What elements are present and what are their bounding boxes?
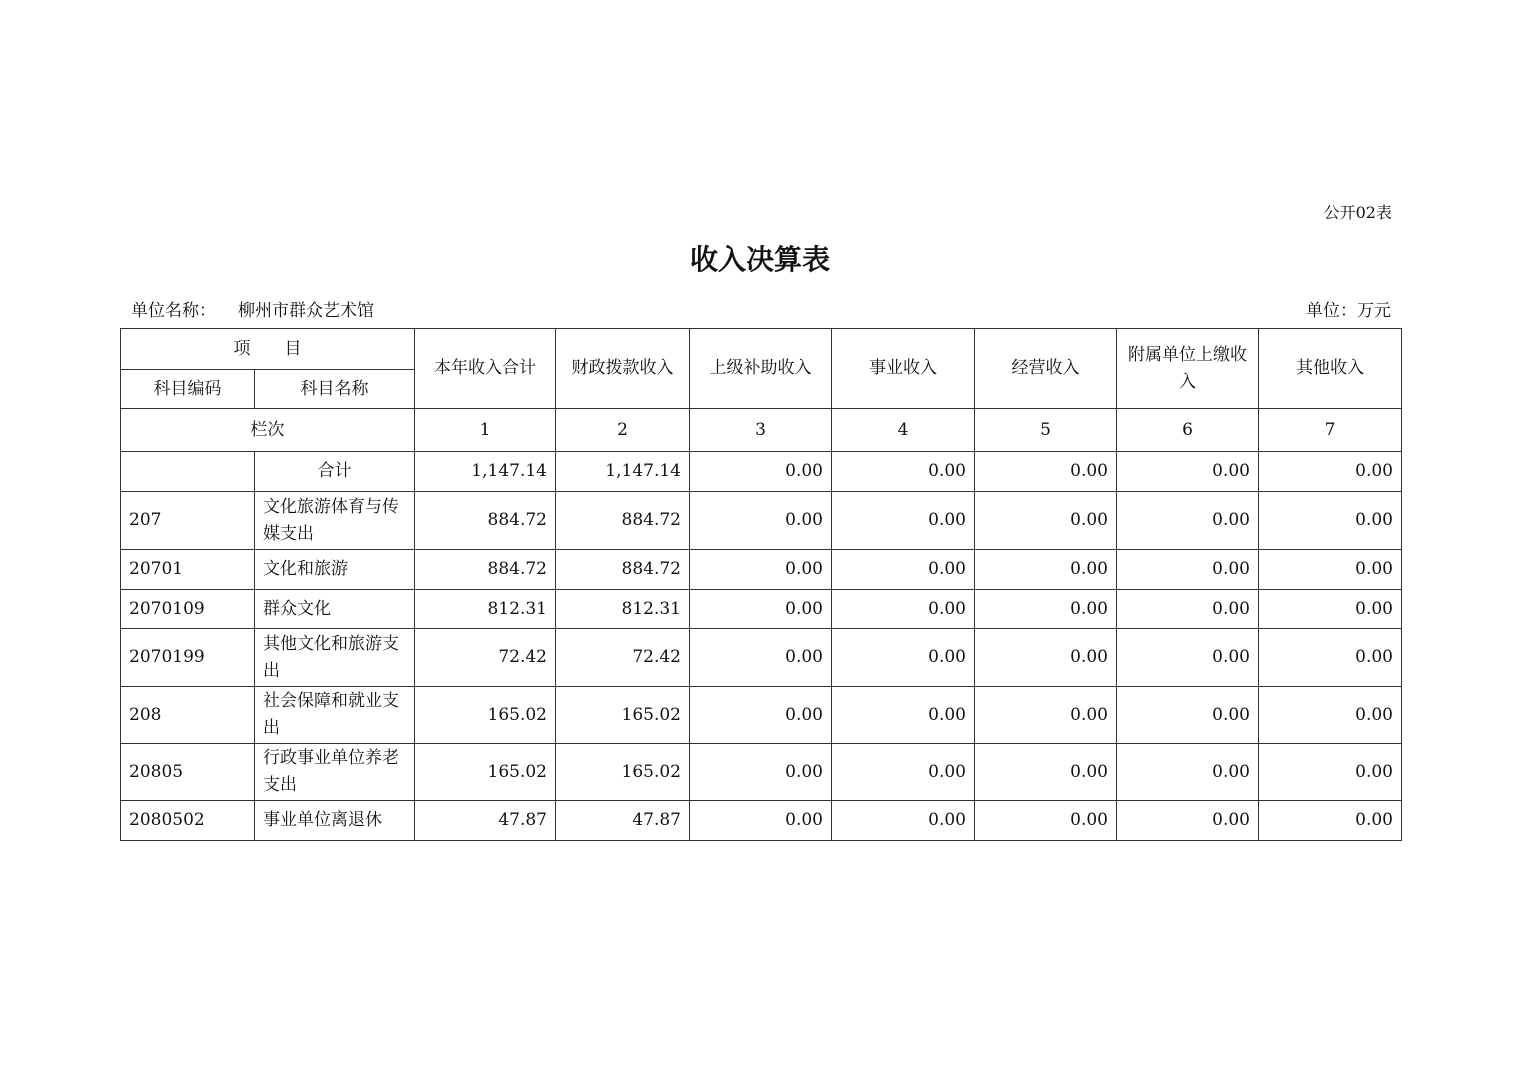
value-cell: 0.00 — [1259, 744, 1402, 801]
code-cell: 2070109 — [121, 590, 255, 629]
value-cell: 0.00 — [975, 629, 1117, 687]
value-cell: 72.42 — [415, 629, 556, 687]
index-cell: 3 — [690, 409, 832, 452]
code-cell: 207 — [121, 492, 255, 550]
value-cell: 0.00 — [832, 590, 975, 629]
header-business-income: 事业收入 — [832, 329, 975, 409]
index-cell: 5 — [975, 409, 1117, 452]
page-title: 收入决算表 — [689, 243, 830, 276]
unit-name-label: 单位名称： — [131, 301, 216, 321]
value-cell: 165.02 — [415, 687, 556, 744]
index-cell: 6 — [1117, 409, 1259, 452]
value-cell: 884.72 — [415, 550, 556, 590]
value-cell: 0.00 — [832, 744, 975, 801]
value-cell: 812.31 — [556, 590, 690, 629]
index-cell: 4 — [832, 409, 975, 452]
value-cell: 0.00 — [690, 452, 832, 492]
value-cell: 0.00 — [690, 801, 832, 841]
value-cell: 0.00 — [1117, 801, 1259, 841]
value-cell: 0.00 — [690, 590, 832, 629]
unit-name-value: 柳州市群众艺术馆 — [238, 301, 374, 321]
value-cell: 0.00 — [1259, 629, 1402, 687]
header-fiscal-income: 财政拨款收入 — [556, 329, 690, 409]
value-cell: 812.31 — [415, 590, 556, 629]
index-label: 栏次 — [121, 409, 415, 452]
code-cell: 2070199 — [121, 629, 255, 687]
value-cell: 0.00 — [975, 687, 1117, 744]
name-cell: 其他文化和旅游支出 — [255, 629, 415, 687]
value-cell: 0.00 — [1259, 801, 1402, 841]
name-cell: 行政事业单位养老支出 — [255, 744, 415, 801]
value-cell: 0.00 — [975, 744, 1117, 801]
index-cell: 7 — [1259, 409, 1402, 452]
value-cell: 0.00 — [1117, 687, 1259, 744]
index-cell: 2 — [556, 409, 690, 452]
value-cell: 0.00 — [975, 550, 1117, 590]
name-cell: 群众文化 — [255, 590, 415, 629]
value-cell: 0.00 — [1259, 550, 1402, 590]
value-cell: 47.87 — [415, 801, 556, 841]
value-cell: 0.00 — [832, 452, 975, 492]
value-cell: 0.00 — [1259, 452, 1402, 492]
value-cell: 165.02 — [415, 744, 556, 801]
value-cell: 165.02 — [556, 687, 690, 744]
table-row — [121, 801, 1402, 841]
value-cell: 0.00 — [690, 629, 832, 687]
value-cell: 0.00 — [832, 550, 975, 590]
value-cell: 0.00 — [1259, 590, 1402, 629]
value-cell: 0.00 — [690, 744, 832, 801]
table-row — [121, 629, 1402, 687]
currency-unit: 单位：万元 — [1306, 301, 1391, 321]
value-cell: 0.00 — [832, 687, 975, 744]
value-cell: 0.00 — [690, 687, 832, 744]
unit-name-line — [131, 296, 374, 321]
header-other-income: 其他收入 — [1259, 329, 1402, 409]
value-cell: 0.00 — [1259, 687, 1402, 744]
table-row — [121, 550, 1402, 590]
table-row — [121, 744, 1402, 801]
index-cell: 1 — [415, 409, 556, 452]
name-cell: 事业单位离退休 — [255, 801, 415, 841]
value-cell: 165.02 — [556, 744, 690, 801]
code-cell — [121, 452, 255, 492]
value-cell: 884.72 — [556, 550, 690, 590]
value-cell: 0.00 — [1117, 492, 1259, 550]
header-operating-income: 经营收入 — [975, 329, 1117, 409]
value-cell: 0.00 — [975, 492, 1117, 550]
name-cell: 社会保障和就业支出 — [255, 687, 415, 744]
header-name: 科目名称 — [255, 370, 415, 409]
code-cell: 20701 — [121, 550, 255, 590]
value-cell: 0.00 — [1117, 629, 1259, 687]
header-superior-subsidy: 上级补助收入 — [690, 329, 832, 409]
table-row — [121, 590, 1402, 629]
header-total-income: 本年收入合计 — [415, 329, 556, 409]
value-cell: 884.72 — [415, 492, 556, 550]
form-number: 公开02表 — [1323, 203, 1392, 222]
code-cell: 2080502 — [121, 801, 255, 841]
table-row — [121, 687, 1402, 744]
header-affiliate-income: 附属单位上缴收入 — [1117, 329, 1259, 409]
income-table — [120, 328, 1402, 841]
value-cell: 0.00 — [1117, 590, 1259, 629]
value-cell: 47.87 — [556, 801, 690, 841]
value-cell: 1,147.14 — [556, 452, 690, 492]
index-row — [121, 409, 1402, 452]
name-cell: 文化和旅游 — [255, 550, 415, 590]
value-cell: 72.42 — [556, 629, 690, 687]
value-cell: 0.00 — [690, 492, 832, 550]
table-row-total — [121, 452, 1402, 492]
value-cell: 0.00 — [1117, 452, 1259, 492]
name-cell: 合计 — [255, 452, 415, 492]
value-cell: 0.00 — [832, 629, 975, 687]
header-project: 项 目 — [121, 329, 415, 370]
code-cell: 208 — [121, 687, 255, 744]
code-cell: 20805 — [121, 744, 255, 801]
name-cell: 文化旅游体育与传媒支出 — [255, 492, 415, 550]
value-cell: 0.00 — [832, 492, 975, 550]
value-cell: 0.00 — [690, 550, 832, 590]
value-cell: 1,147.14 — [415, 452, 556, 492]
value-cell: 0.00 — [832, 801, 975, 841]
value-cell: 0.00 — [975, 452, 1117, 492]
value-cell: 0.00 — [975, 590, 1117, 629]
value-cell: 884.72 — [556, 492, 690, 550]
value-cell: 0.00 — [1117, 550, 1259, 590]
value-cell: 0.00 — [1117, 744, 1259, 801]
value-cell: 0.00 — [975, 801, 1117, 841]
table-row — [121, 492, 1402, 550]
value-cell: 0.00 — [1259, 492, 1402, 550]
header-code: 科目编码 — [121, 370, 255, 409]
